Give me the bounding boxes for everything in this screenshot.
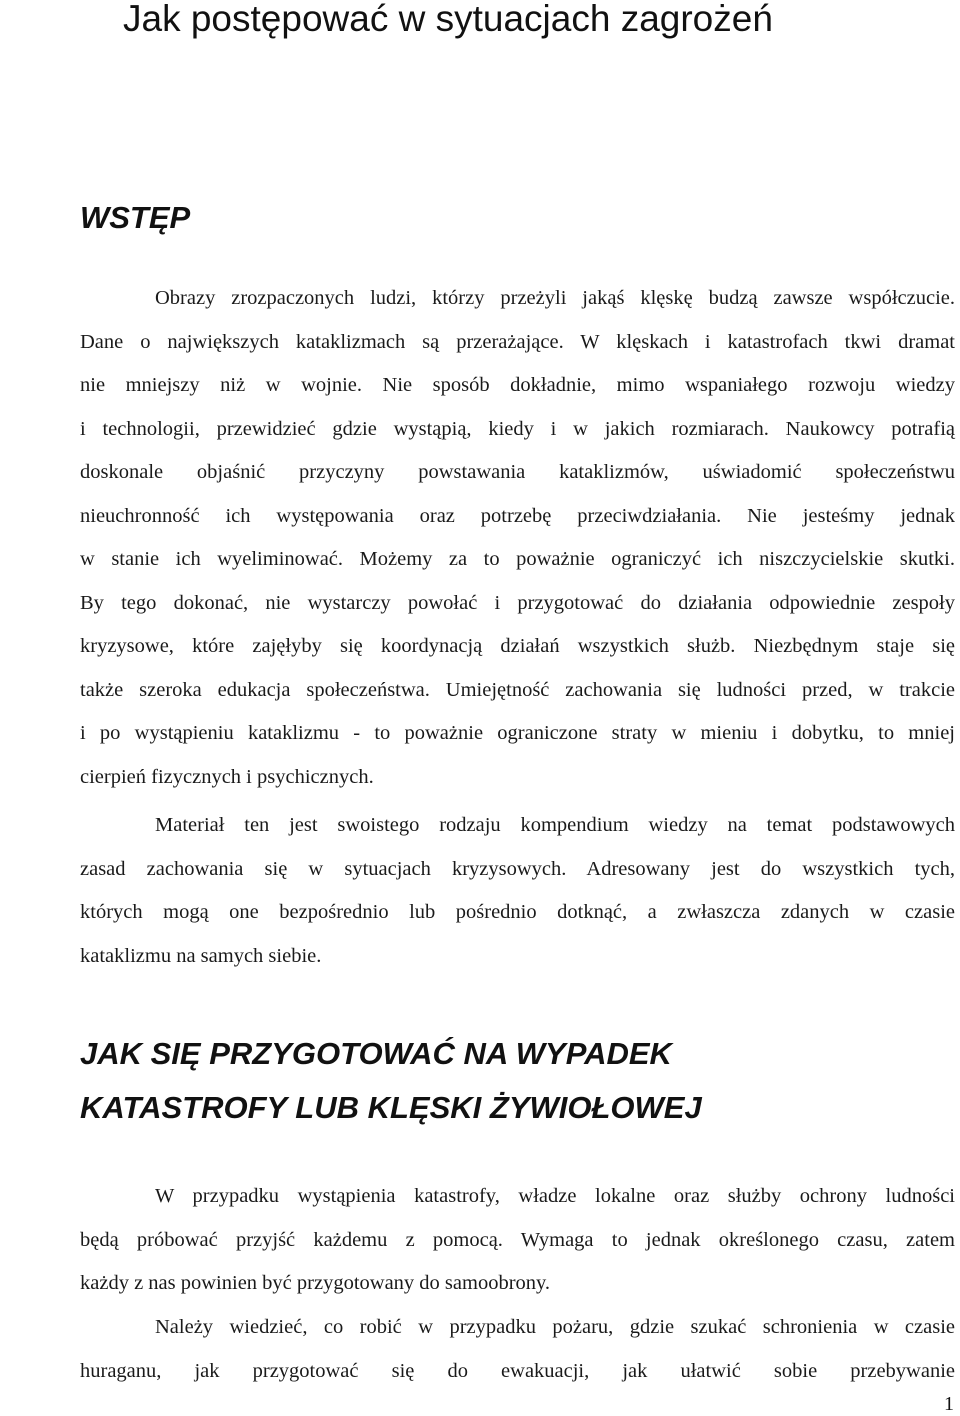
paragraph-line: W przypadku wystąpienia katastrofy, władze lokalne oraz służby ochrony ludności: [155, 1185, 955, 1207]
paragraph-line: i po wystąpieniu kataklizmu - to poważnie ograniczone straty w mieniu i dobytku, to mniej: [80, 722, 955, 744]
paragraph-line: będą próbować przyjść każdemu z pomocą. Wymaga to jednak określonego czasu, zatem: [80, 1228, 955, 1251]
paragraph-line: nie mniejszy niż w wojnie. Nie sposób dokładnie, mimo wspaniałego rozwoju wiedzy: [80, 374, 955, 396]
section-heading-wstep: [80, 191, 190, 245]
paragraph-preparation-2: [5, 1306, 955, 1393]
paragraph-line: których mogą one bezpośrednio lub pośrednio dotknąć, a zwłaszcza zdanych w czasie: [80, 901, 955, 923]
section-heading-line: JAK SIĘ PRZYGOTOWAĆ NA WYPADEK: [80, 1036, 672, 1071]
paragraph-intro-1: [5, 277, 955, 799]
paragraph-line: huraganu, jak przygotować się do ewakuacji, jak ułatwić sobie przebywanie: [80, 1359, 955, 1382]
paragraph-line: kryzysowe, które zajęłyby się koordynacją działań wszystkich służb. Niezbędnym staje się: [80, 635, 955, 657]
paragraph-line: w stanie ich wyeliminować. Możemy za to poważnie ograniczyć ich niszczycielskie skutki.: [80, 548, 955, 570]
section-heading-line: KATASTROFY LUB KLĘSKI ŻYWIOŁOWEJ: [80, 1090, 702, 1125]
paragraph-line: By tego dokonać, nie wystarczy powołać i przygotować do działania odpowiednie zespoły: [80, 591, 955, 614]
paragraph-line: Obrazy zrozpaczonych ludzi, którzy przeżyli jakąś klęskę budzą zawsze współczucie.: [155, 287, 955, 309]
paragraph-line: także szeroka edukacja społeczeństwa. Umiejętność zachowania się ludności przed, w trakcie: [80, 678, 955, 701]
paragraph-line: kataklizmu na samych siebie.: [80, 944, 322, 967]
paragraph-intro-2: [5, 804, 955, 978]
paragraph-line: Materiał ten jest swoistego rodzaju kompendium wiedzy na temat podstawowych: [155, 814, 955, 836]
paragraph-line: doskonale objaśnić przyczyny powstawania kataklizmów, uświadomić społeczeństwu: [80, 461, 955, 483]
section-heading-preparation: [80, 1027, 702, 1135]
paragraph-line: Należy wiedzieć, co robić w przypadku pożaru, gdzie szukać schronienia w czasie: [155, 1316, 955, 1338]
paragraph-line: nieuchronność ich występowania oraz potrzebę przeciwdziałania. Nie jesteśmy jednak: [80, 504, 955, 527]
page-number: 1: [944, 1393, 954, 1415]
paragraph-line: i technologii, przewidzieć gdzie wystąpią, kiedy i w jakich rozmiarach. Naukowcy potrafią: [80, 417, 955, 440]
paragraph-line: Dane o największych kataklizmach są przerażające. W klęskach i katastrofach tkwi dramat: [80, 330, 955, 353]
document-title: Jak postępować w sytuacjach zagrożeń: [123, 0, 773, 39]
paragraph-line: cierpień fizycznych i psychicznych.: [80, 765, 374, 788]
paragraph-preparation-1: [5, 1175, 955, 1306]
paragraph-line: zasad zachowania się w sytuacjach kryzysowych. Adresowany jest do wszystkich tych,: [80, 857, 955, 880]
section-heading-line: WSTĘP: [80, 200, 191, 235]
paragraph-line: każdy z nas powinien być przygotowany do samoobrony.: [80, 1272, 551, 1294]
